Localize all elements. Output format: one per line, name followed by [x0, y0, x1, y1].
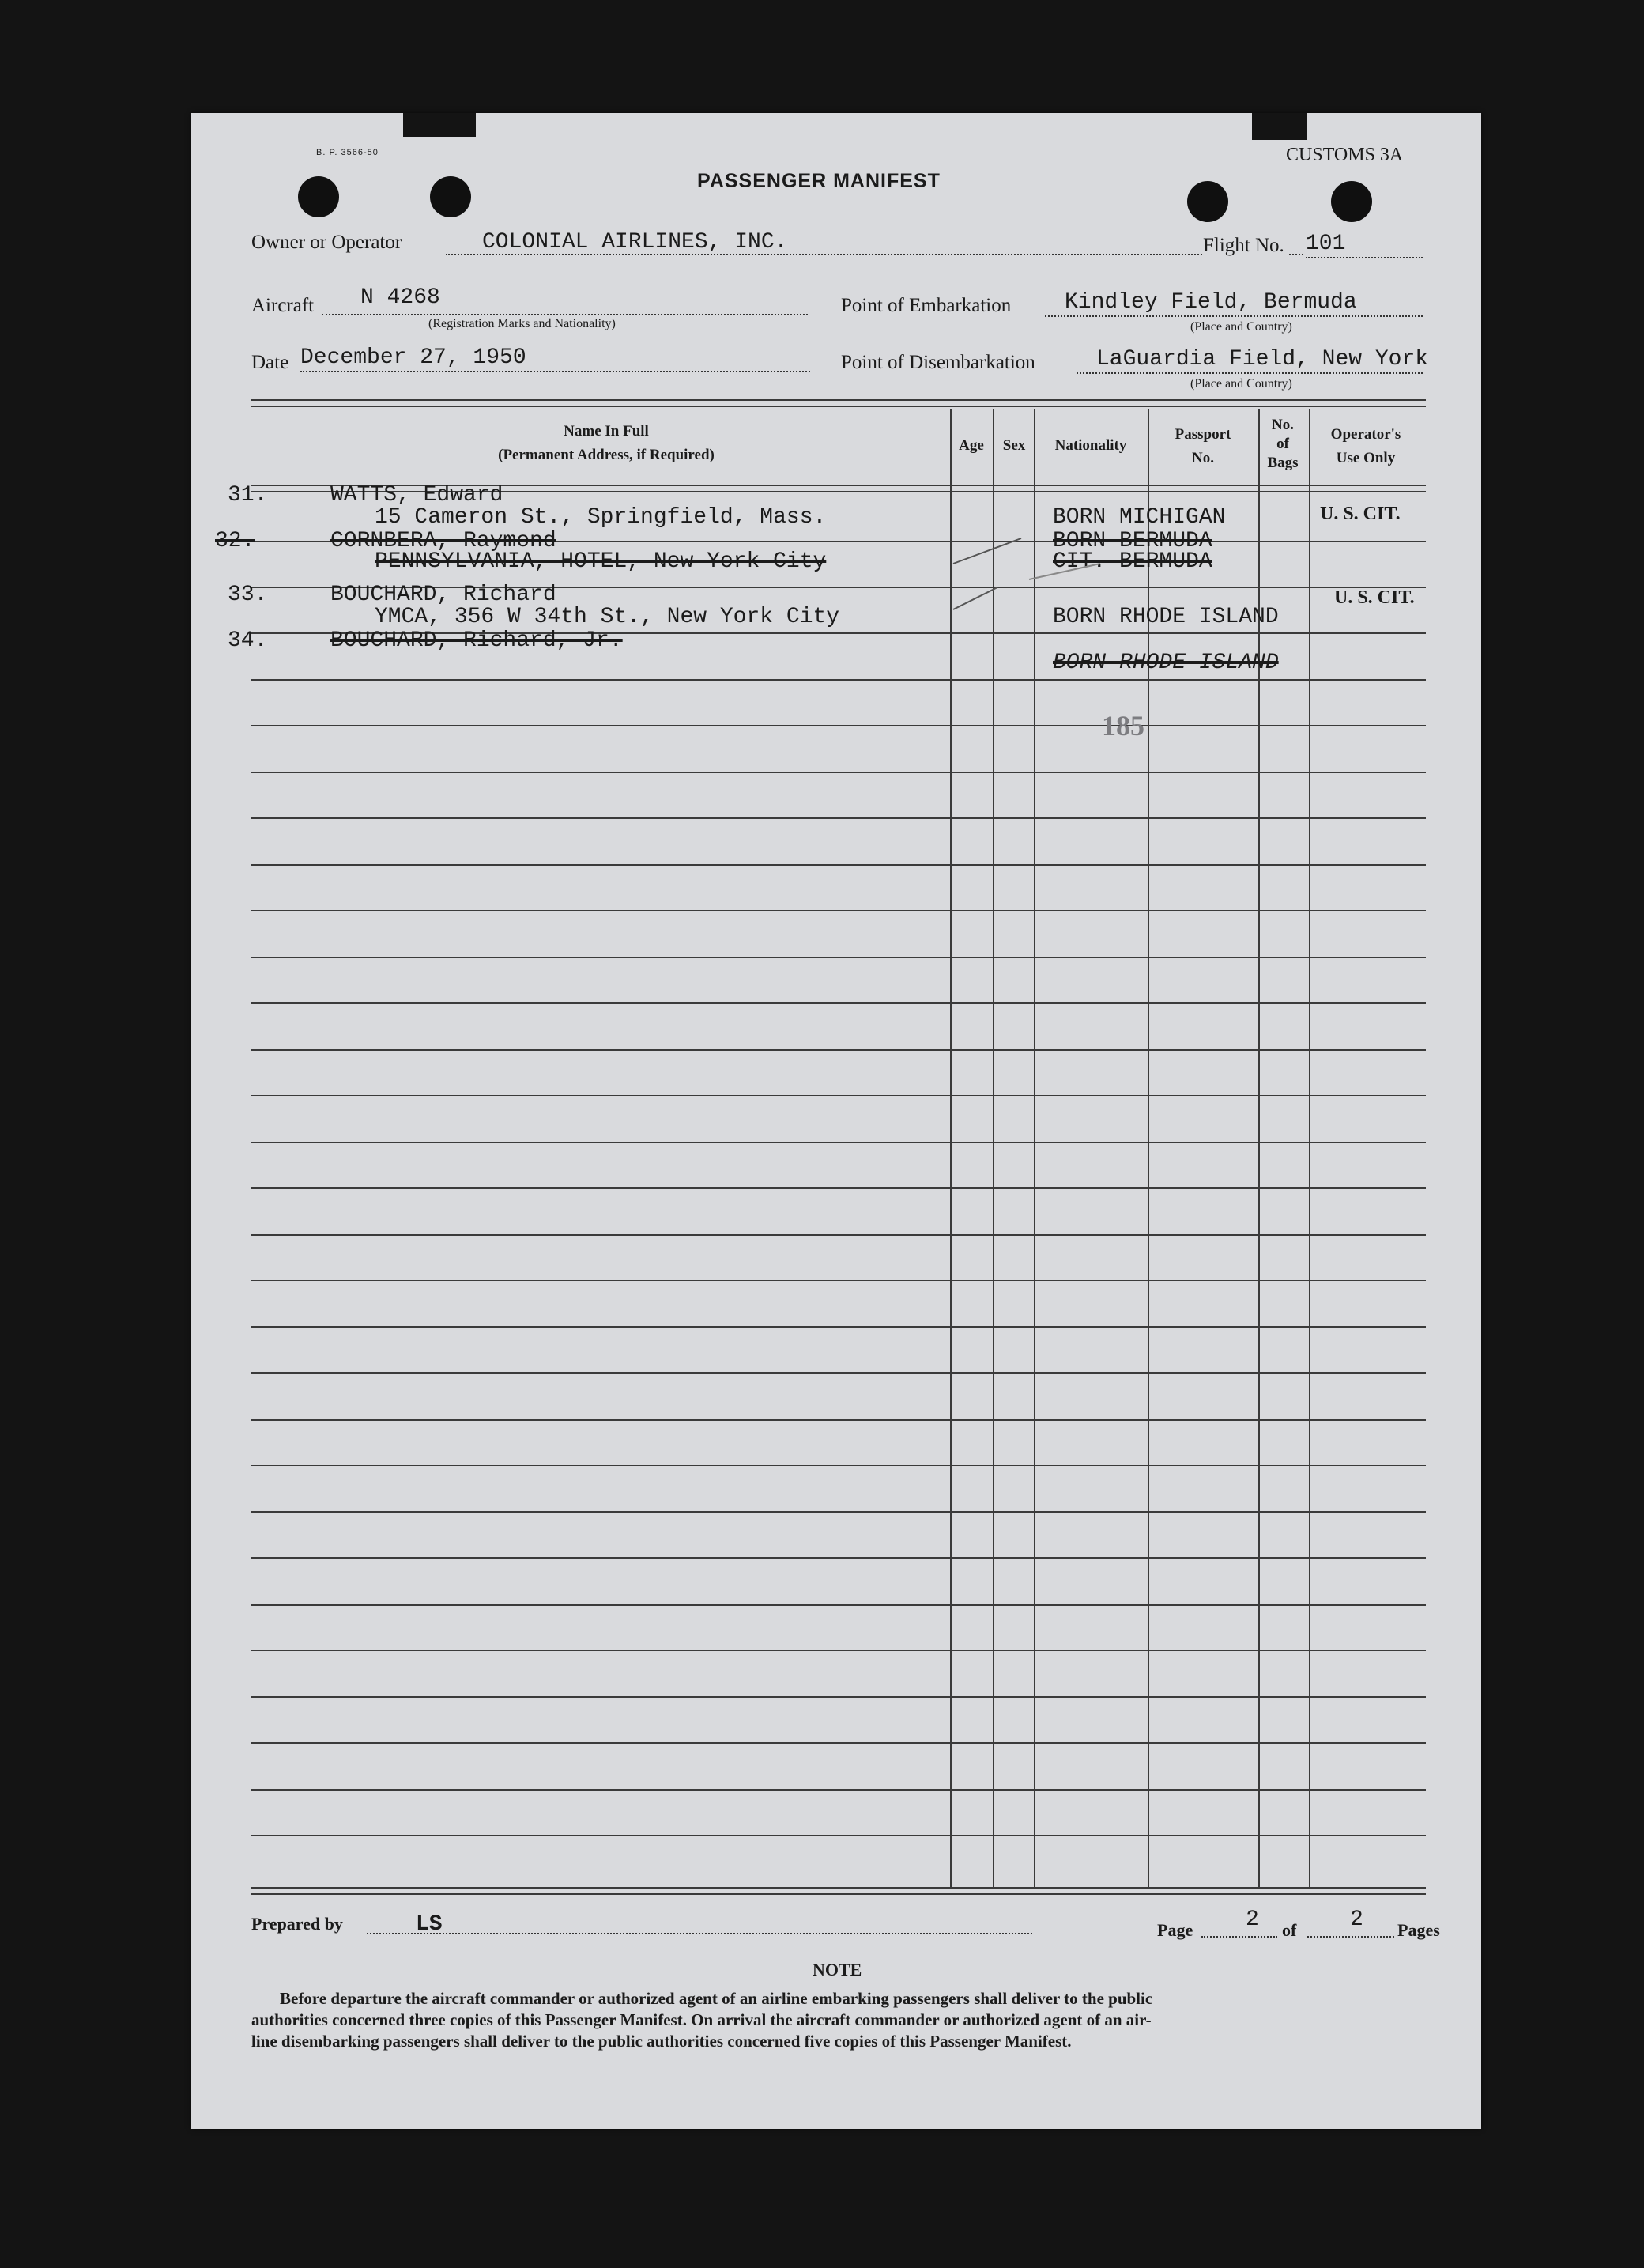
table-row-line [251, 725, 1426, 726]
table-row-line [251, 817, 1426, 819]
column-divider [1309, 409, 1310, 1888]
table-row-line [251, 1465, 1426, 1466]
table-row-line [251, 1604, 1426, 1606]
col-nationality-header: Nationality [1054, 437, 1127, 454]
col-passport-header-2: No. [1192, 450, 1214, 466]
date-value: December 27, 1950 [300, 345, 526, 370]
entry-number: 34. [228, 628, 268, 653]
passenger-name: CORNBERA, Raymond [330, 529, 556, 553]
col-bags-header-3: Bags [1267, 455, 1299, 471]
entry-number: 31. [228, 483, 268, 508]
passenger-address: YMCA, 356 W 34th St., New York City [375, 605, 840, 629]
table-row-line [251, 1280, 1426, 1281]
owner-label: Owner or Operator [251, 232, 402, 253]
manifest-page [191, 113, 1481, 2129]
table-row-line [251, 1650, 1426, 1651]
table-row-line [251, 1511, 1426, 1513]
total-pages: 2 [1350, 1908, 1363, 1932]
note-line-2: authorities concerned three copies of this Passenger Manifest. On arrival the aircraft commander or authorized agent of an air- [251, 2010, 1152, 2029]
entry-number: 33. [228, 583, 268, 607]
col-bags-header-2: of [1276, 436, 1289, 452]
table-row-line [251, 1049, 1426, 1051]
customs-label: CUSTOMS 3A [1286, 145, 1404, 165]
table-row-line [251, 957, 1426, 958]
passenger-citizenship: CIT. BERMUDA [1053, 549, 1212, 574]
aircraft-dotline [322, 314, 808, 315]
entry-number: 32. [215, 529, 255, 553]
passenger-nationality: BORN RHODE ISLAND [1053, 651, 1279, 675]
table-row-line [251, 1326, 1426, 1328]
embarkation-dotline [1045, 315, 1423, 317]
disembarkation-dotline [1077, 372, 1423, 374]
column-divider [1034, 409, 1035, 1888]
column-divider [993, 409, 994, 1888]
header-rule [251, 406, 1426, 407]
passenger-address: 15 Cameron St., Springfield, Mass. [375, 505, 827, 530]
table-row-line [251, 1419, 1426, 1421]
table-row-line [251, 1002, 1426, 1004]
table-row-line [251, 1789, 1426, 1791]
of-dotline [1307, 1936, 1394, 1938]
prepared-by-label: Prepared by [251, 1914, 343, 1934]
disembarkation-value: LaGuardia Field, New York [1096, 347, 1429, 372]
flight-label: Flight No. [1203, 235, 1288, 257]
table-row-line [251, 679, 1426, 681]
punch-hole [1187, 181, 1228, 222]
col-passport-header: Passport [1175, 426, 1231, 443]
passenger-name: BOUCHARD, Richard [330, 583, 556, 607]
table-bottom-rule [251, 1887, 1426, 1889]
note-line-3: line disembarking passengers shall deliver to the public authorities concerned five copies of this Passenger Manifest. [251, 2032, 1072, 2051]
table-row-line [251, 1742, 1426, 1744]
table-row-line [251, 1095, 1426, 1096]
of-label: of [1282, 1920, 1297, 1940]
col-name-header: Name In Full [564, 423, 649, 440]
disembarkation-label: Point of Disembarkation [841, 352, 1035, 373]
column-divider [950, 409, 952, 1888]
table-row-line [251, 1835, 1426, 1836]
note-line-1: Before departure the aircraft commander or authorized agent of an airline embarking passengers shall deliver to the public [280, 1989, 1153, 2008]
aircraft-hint: (Registration Marks and Nationality) [428, 317, 616, 330]
punch-hole [298, 176, 339, 217]
flight-value: 101 [1306, 232, 1346, 256]
embarkation-value: Kindley Field, Bermuda [1065, 290, 1357, 315]
date-label: Date [251, 352, 289, 373]
table-row-line [251, 1372, 1426, 1374]
pencil-mark [950, 469, 1250, 619]
page-number: 2 [1246, 1908, 1259, 1932]
col-name-subheader: (Permanent Address, if Required) [498, 447, 715, 463]
table-row-line [251, 772, 1426, 773]
operator-stamp: U. S. CIT. [1334, 587, 1415, 608]
form-code: B. P. 3566-50 [316, 148, 379, 157]
passenger-name: BOUCHARD, Richard, Jr. [330, 628, 623, 653]
operator-stamp: U. S. CIT. [1320, 504, 1401, 524]
note-title: NOTE [813, 1960, 862, 1979]
table-row-line [251, 1234, 1426, 1236]
col-age-header: Age [959, 437, 984, 454]
col-operator-header: Operator's [1330, 426, 1401, 443]
prepared-by-dotline [367, 1933, 1032, 1934]
page-dotline [1201, 1936, 1277, 1938]
paper-notch [1252, 113, 1307, 140]
passenger-address: PENNSYLVANIA, HOTEL, New York City [375, 549, 827, 574]
col-operator-header-2: Use Only [1336, 450, 1396, 466]
prepared-by-value: LS [416, 1912, 443, 1937]
table-row-line [251, 864, 1426, 866]
embarkation-label: Point of Embarkation [841, 295, 1012, 316]
form-title: PASSENGER MANIFEST [697, 170, 941, 192]
table-row-line [251, 1187, 1426, 1189]
page-stamp-number: 185 [1102, 710, 1144, 742]
punch-hole [1331, 181, 1372, 222]
col-bags-header: No. [1272, 417, 1294, 433]
disembarkation-hint: (Place and Country) [1190, 377, 1292, 391]
passenger-nationality: BORN MICHIGAN [1053, 505, 1226, 530]
column-divider [1148, 409, 1149, 1888]
table-row-line [251, 1557, 1426, 1559]
passenger-name: WATTS, Edward [330, 483, 503, 508]
pages-label: Pages [1397, 1920, 1440, 1940]
passenger-nationality: BORN BERMUDA [1053, 529, 1212, 553]
col-sex-header: Sex [1002, 437, 1026, 454]
owner-value: COLONIAL AIRLINES, INC. [482, 230, 788, 255]
date-dotline [300, 371, 810, 372]
page-label: Page [1157, 1920, 1193, 1940]
table-row-line [251, 910, 1426, 911]
passenger-nationality: BORN RHODE ISLAND [1053, 605, 1279, 629]
embarkation-hint: (Place and Country) [1190, 320, 1292, 334]
aircraft-value: N 4268 [360, 285, 440, 310]
header-rule [251, 399, 1426, 401]
column-divider [1258, 409, 1260, 1888]
aircraft-label: Aircraft [251, 295, 315, 316]
table-row-line [251, 1696, 1426, 1698]
table-bottom-rule [251, 1893, 1426, 1895]
table-row-line [251, 1142, 1426, 1143]
flight-dotline [1306, 257, 1423, 258]
punch-hole [430, 176, 471, 217]
paper-notch [403, 113, 476, 137]
